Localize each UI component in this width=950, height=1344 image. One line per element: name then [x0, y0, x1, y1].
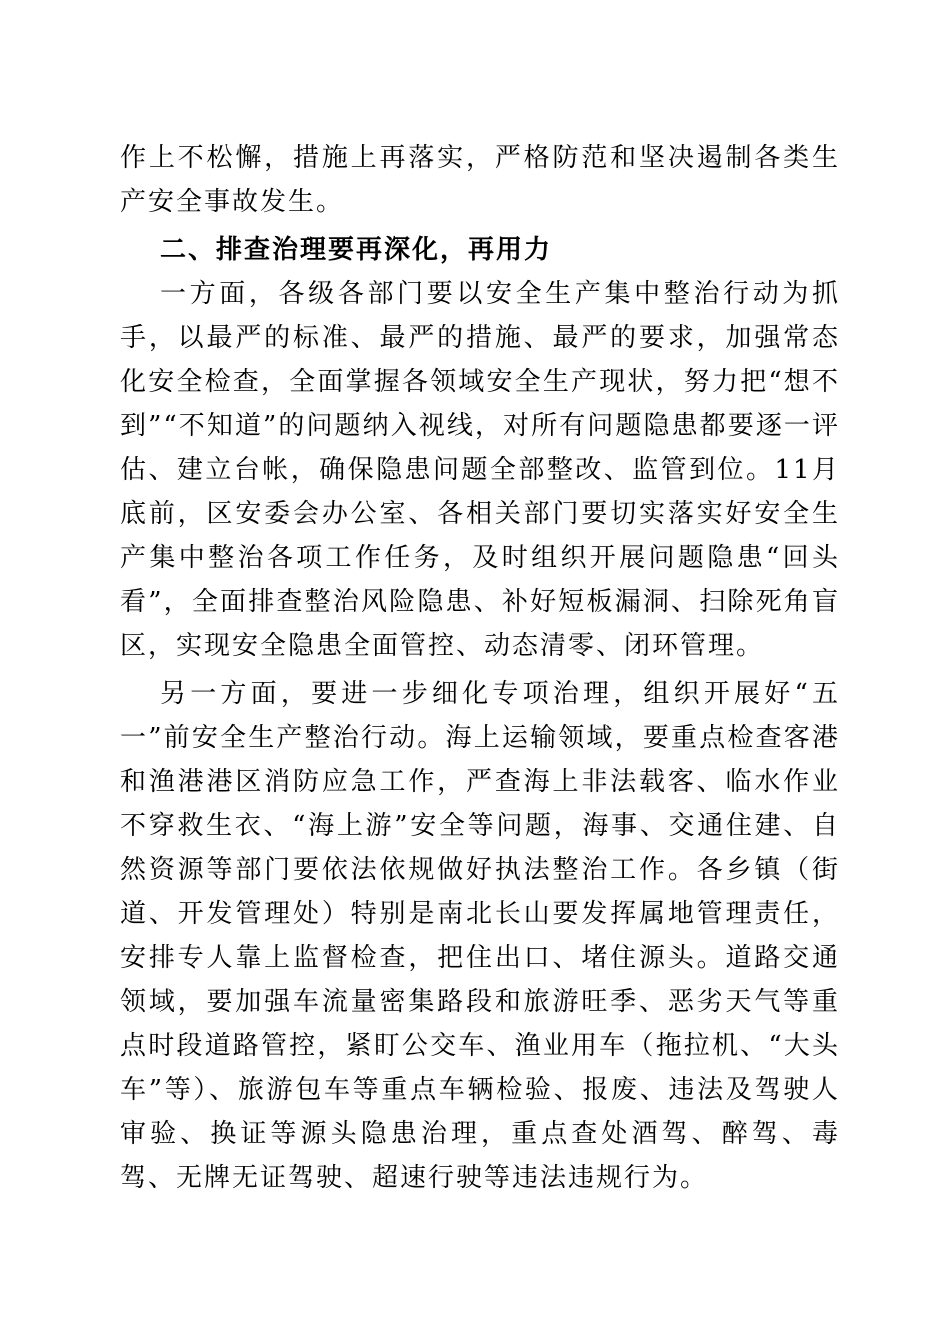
paragraph-first-aspect: 一方面，各级各部门要以安全生产集中整治行动为抓手，以最严的标准、最严的措施、最严的要求，加强常态化安全检查，全面掌握各领域安全生产现状，努力把“想不到”“不知道”的问题纳入视线，对所有问题隐患都要逐一评估、建立台帐，确保隐患问题全部整改、监管到位。11月底前，区安委会办公室、各相关部门要切实落实好安全生产集中整治各项工作任务，及时组织开展问题隐患“回头看”，全面排查整治风险隐患、补好短板漏洞、扫除死角盲区，实现安全隐患全面管控、动态清零、闭环管理。 [120, 279, 840, 661]
document-body [120, 136, 840, 1200]
paragraph-second-aspect: 另一方面，要进一步细化专项治理，组织开展好“五一”前安全生产整治行动。海上运输领域，要重点检查客港和渔港港区消防应急工作，严查海上非法载客、临水作业不穿救生衣、“海上游”安全等问题，海事、交通住建、自然资源等部门要依法依规做好执法整治工作。各乡镇（街道、开发管理处）特别是南北长山要发挥属地管理责任，安排专人靠上监督检查，把住出口、堵住源头。道路交通领域，要加强车流量密集路段和旅游旺季、恶劣天气等重点时段道路管控，紧盯公交车、渔业用车（拖拉机、“大头车”等）、旅游包车等重点车辆检验、报废、违法及驾驶人审验、换证等源头隐患治理，重点查处酒驾、醉驾、毒驾、无牌无证驾驶、超速行驶等违法违规行为。 [120, 679, 840, 1193]
section-heading: 二、排查治理要再深化，再用力 [160, 235, 553, 265]
paragraph-continuation: 作上不松懈，措施上再落实，严格防范和坚决遏制各类生产安全事故发生。 [120, 143, 840, 217]
